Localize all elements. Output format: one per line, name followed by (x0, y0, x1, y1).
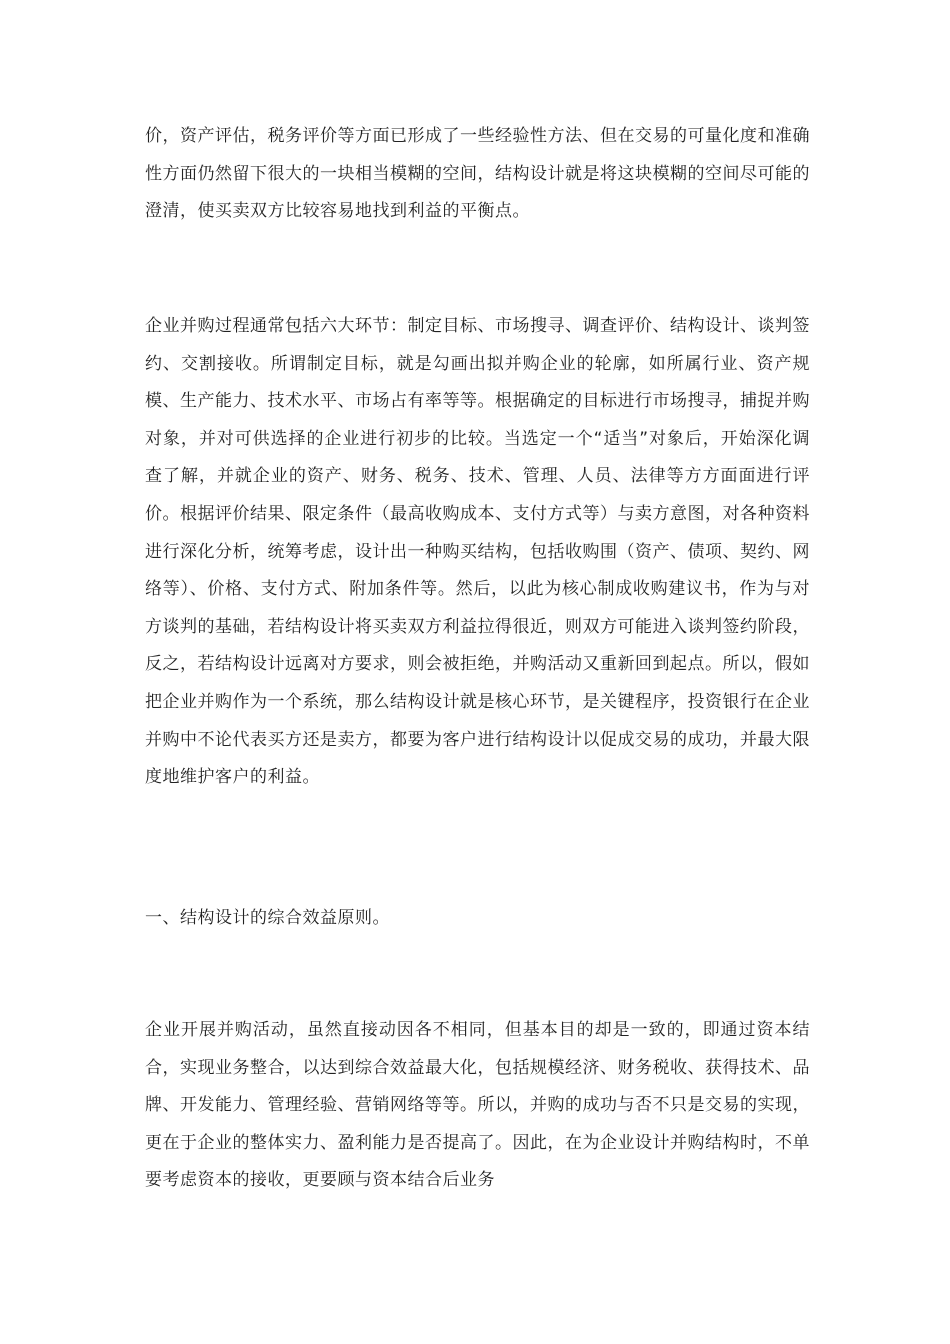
paragraph-merger-goals: 企业开展并购活动，虽然直接动因各不相同，但基本目的却是一致的，即通过资本结合，实现业务整合，以达到综合效益最大化，包括规模经济、财务税收、获得技术、品牌、开发能力、管理经验、营销网络等等。所以，并购的成功与否不只是交易的实现，更在于企业的整体实力、盈利能力是否提高了。因此，在为企业设计并购结构时，不单要考虑资本的接收，更要顾与资本结合后业务 (145, 1020, 810, 1191)
paragraph-merger-process: 企业并购过程通常包括六大环节：制定目标、市场搜寻、调查评价、结构设计、谈判签约、交割接收。所谓制定目标，就是勾画出拟并购企业的轮廓，如所属行业、资产规模、生产能力、技术水平、市场占有率等等。根据确定的目标进行市场搜寻，捕捉并购对象，并对可供选择的企业进行初步的比较。当选定一个“适当”对象后，开始深化调查了解，并就企业的资产、财务、税务、技术、管理、人员、法律等方方面面进行评价。根据评价结果、限定条件（最高收购成本、支付方式等）与卖方意图，对各种资料进行深化分析，统筹考虑，设计出一种购买结构，包括收购围（资产、债项、契约、网络等）、价格、支付方式、附加条件等。然后，以此为核心制成收购建议书，作为与对方谈判的基础，若结构设计将买卖双方利益拉得很近，则双方可能进入谈判签约阶段，反之，若结构设计远离对方要求，则会被拒绝，并购活动又重新回到起点。所以，假如把企业并购作为一个系统，那么结构设计就是核心环节，是关键程序，投资银行在企业并购中不论代表买方还是卖方，都要为客户进行结构设计以促成交易的成功，并最大限度地维护客户的利益。 (145, 316, 810, 788)
section-heading: 一、结构设计的综合效益原则。 (145, 908, 390, 928)
paragraph-valuation-space: 价，资产评估，税务评价等方面已形成了一些经验性方法、但在交易的可量化度和准确性方面仍然留下很大的一块相当模糊的空间，结构设计就是将这块模糊的空间尽可能的澄清，使买卖双方比较容易地找到利益的平衡点。 (145, 126, 810, 222)
